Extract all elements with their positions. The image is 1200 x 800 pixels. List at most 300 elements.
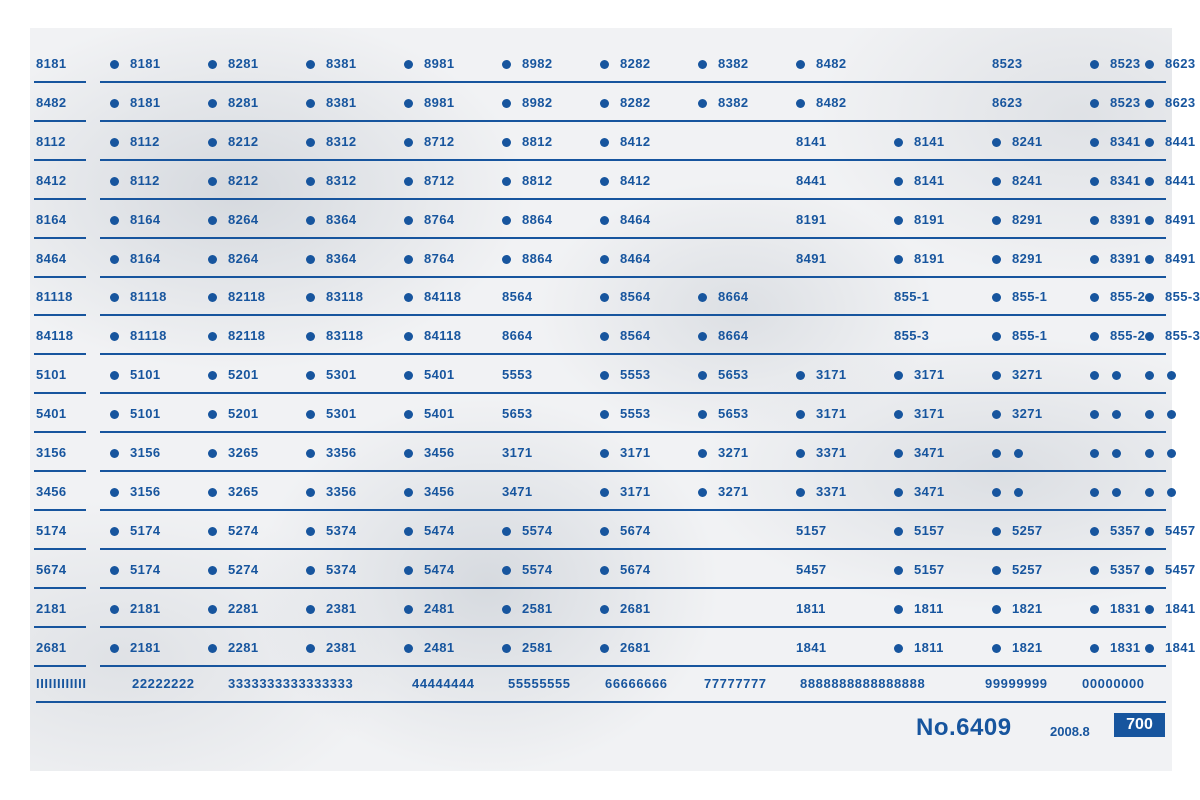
row-underline [100, 665, 1166, 667]
decal-number: 81118 [36, 289, 73, 305]
dot-marker [404, 255, 413, 264]
dot-marker [894, 527, 903, 536]
dot-marker [110, 410, 119, 419]
row-underline [100, 470, 1166, 472]
dot-marker [404, 410, 413, 419]
dot-marker [404, 527, 413, 536]
dot-marker [208, 60, 217, 69]
dot-marker [306, 566, 315, 575]
digit-group-7: 77777777 [704, 676, 767, 691]
decal-number: 8491 [1165, 250, 1196, 266]
dot-marker [992, 527, 1001, 536]
decal-number: 8864 [522, 211, 553, 227]
dot-marker [306, 371, 315, 380]
decal-number: 8464 [620, 211, 651, 227]
decal-number: 8112 [130, 172, 160, 188]
decal-number: 8382 [718, 94, 749, 110]
decal-number: 8191 [796, 211, 827, 227]
decal-number: 1831 [1110, 600, 1141, 616]
decal-number: 8364 [326, 250, 357, 266]
decal-number: 8982 [522, 94, 553, 110]
dot-marker [698, 60, 707, 69]
decal-number: 3171 [502, 445, 533, 460]
dot-marker [894, 410, 903, 419]
row-underline [100, 509, 1166, 511]
decal-number: 8523 [992, 56, 1023, 71]
dot-marker [698, 332, 707, 341]
dot-marker [992, 138, 1001, 147]
decal-number: 8412 [36, 172, 67, 188]
dot-marker [404, 216, 413, 225]
dot-marker [208, 371, 217, 380]
decal-number: 3171 [816, 367, 847, 383]
decal-row [30, 243, 1196, 282]
decal-number: 3456 [424, 445, 455, 460]
dot-marker [992, 605, 1001, 614]
decal-number: 8564 [620, 328, 651, 344]
decal-number: 84118 [424, 289, 462, 305]
decal-number: 5457 [1165, 561, 1196, 577]
decal-number: 3156 [36, 445, 67, 460]
dot-marker [992, 332, 1001, 341]
dot-marker [1090, 566, 1099, 575]
dot-marker [110, 527, 119, 536]
dot-marker [1090, 216, 1099, 225]
dot-marker [1145, 177, 1154, 186]
dot-marker [1090, 449, 1099, 458]
decal-number: 3271 [1012, 367, 1043, 383]
dot-marker [110, 449, 119, 458]
decal-row [30, 204, 1196, 243]
decal-number: 8623 [1165, 56, 1196, 71]
decal-number: 5474 [424, 522, 455, 538]
row-underline [100, 276, 1166, 278]
dot-marker [110, 216, 119, 225]
dot-marker [992, 177, 1001, 186]
dot-marker [110, 138, 119, 147]
dot-marker [306, 216, 315, 225]
dot-marker [600, 449, 609, 458]
decal-number: 5374 [326, 561, 357, 577]
dot-marker [1090, 488, 1099, 497]
dot-marker [698, 410, 707, 419]
dot-marker [208, 138, 217, 147]
dot-marker [306, 138, 315, 147]
decal-row [30, 476, 1172, 515]
dot-marker [1014, 488, 1023, 497]
decal-number: 8312 [326, 172, 357, 188]
price-badge: 700 [1114, 713, 1165, 737]
dot-marker [110, 177, 119, 186]
decal-number: 5174 [130, 561, 161, 577]
decal-row [30, 398, 1172, 437]
dot-marker [1145, 216, 1154, 225]
row-underline [100, 392, 1166, 394]
dot-marker [110, 566, 119, 575]
dot-marker [110, 255, 119, 264]
row-underline [100, 431, 1166, 433]
digit-group-9: 99999999 [985, 676, 1048, 691]
decal-number: 3171 [620, 445, 651, 460]
dot-marker [796, 488, 805, 497]
decal-number: 5101 [130, 367, 161, 383]
decal-number: 8981 [424, 56, 455, 71]
digit-group-6: 66666666 [605, 676, 668, 691]
dot-marker [600, 410, 609, 419]
decal-number: 8381 [326, 56, 357, 71]
dot-marker [894, 605, 903, 614]
dot-marker [698, 371, 707, 380]
dot-marker [1090, 410, 1099, 419]
decal-number: 855-3 [1165, 289, 1200, 305]
dot-marker [1167, 410, 1176, 419]
decal-number: 8364 [326, 211, 357, 227]
decal-number: 8281 [228, 94, 259, 110]
dot-marker [1090, 255, 1099, 264]
decal-number: 2381 [326, 600, 357, 616]
digit-group-3: 3333333333333333 [228, 676, 354, 691]
dot-marker [1145, 527, 1154, 536]
decal-number: 2581 [522, 600, 553, 616]
dot-marker [1145, 410, 1154, 419]
dot-marker [796, 99, 805, 108]
dot-marker [600, 255, 609, 264]
decal-number: 5257 [1012, 522, 1043, 538]
dot-marker [208, 255, 217, 264]
row-underline [100, 237, 1166, 239]
dot-marker [404, 293, 413, 302]
decal-number: 5301 [326, 406, 357, 422]
dot-marker [894, 488, 903, 497]
dot-marker [600, 644, 609, 653]
dot-marker [600, 332, 609, 341]
decal-number: 8491 [1165, 211, 1196, 227]
decal-number: 5157 [796, 522, 827, 538]
decal-number: 8764 [424, 211, 455, 227]
decal-row [30, 437, 1172, 476]
dot-marker [1090, 177, 1099, 186]
decal-number: 5174 [130, 522, 161, 538]
decal-row [30, 515, 1196, 554]
decal-number: 8391 [1110, 250, 1141, 266]
label-underline [34, 470, 86, 472]
row-underline [100, 198, 1166, 200]
decal-number: 83118 [326, 289, 364, 305]
dot-marker [1145, 449, 1154, 458]
decal-number: 2581 [522, 639, 553, 655]
label-underline [34, 548, 86, 550]
decal-number: 8212 [228, 133, 259, 149]
dot-marker [600, 293, 609, 302]
decal-number: 8112 [130, 133, 160, 149]
decal-number: 8181 [36, 56, 67, 71]
decal-number: 8482 [816, 56, 847, 71]
dot-marker [110, 605, 119, 614]
decal-number: 855-1 [1012, 328, 1048, 344]
decal-number: 1841 [1165, 600, 1196, 616]
decal-number: 3265 [228, 483, 259, 499]
dot-marker [1112, 488, 1121, 497]
decal-number: 8141 [914, 172, 945, 188]
label-underline [34, 120, 86, 122]
decal-number: 2381 [326, 639, 357, 655]
label-underline [34, 587, 86, 589]
decal-number: 5174 [36, 522, 67, 538]
decal-number: 8164 [130, 250, 161, 266]
decal-number: 855-2 [1110, 289, 1146, 305]
digit-group-1: IIIIIIIIIIII [36, 676, 87, 691]
dot-marker [306, 60, 315, 69]
decal-number: 8664 [718, 289, 749, 305]
decal-number: 855-2 [1110, 328, 1146, 344]
dot-marker [110, 332, 119, 341]
catalog-number: No.6409 [916, 714, 1012, 741]
dot-marker [404, 566, 413, 575]
decal-number: 8381 [326, 94, 357, 110]
decal-number: 2481 [424, 639, 455, 655]
decal-number: 8812 [522, 133, 553, 149]
dot-marker [502, 177, 511, 186]
decal-number: 8412 [620, 172, 651, 188]
decal-number: 5457 [796, 561, 827, 577]
decal-number: 8712 [424, 172, 455, 188]
decal-number: 2281 [228, 600, 259, 616]
dot-marker [404, 488, 413, 497]
dot-marker [1167, 371, 1176, 380]
decal-row [30, 165, 1196, 204]
decal-number: 855-1 [894, 289, 930, 305]
decal-number: 5553 [620, 367, 651, 383]
decal-number: 855-1 [1012, 289, 1048, 305]
dot-marker [600, 99, 609, 108]
decal-number: 3356 [326, 445, 357, 460]
dot-marker [110, 371, 119, 380]
decal-number: 3371 [816, 445, 847, 460]
decal-number: 8341 [1110, 133, 1141, 149]
dot-marker [1090, 293, 1099, 302]
decal-number: 1811 [914, 639, 944, 655]
decal-number: 3371 [816, 483, 847, 499]
decal-number: 8812 [522, 172, 553, 188]
dot-marker [1167, 449, 1176, 458]
dot-marker [110, 60, 119, 69]
decal-number: 5257 [1012, 561, 1043, 577]
decal-number: 8564 [502, 289, 533, 305]
dot-marker [306, 255, 315, 264]
decal-number: 2181 [130, 639, 161, 655]
dot-marker [404, 644, 413, 653]
decal-number: 5401 [36, 406, 67, 422]
dot-marker [110, 644, 119, 653]
dot-marker [502, 527, 511, 536]
decal-number: 8181 [130, 56, 161, 71]
digits-underline [36, 701, 1166, 703]
dot-marker [1145, 138, 1154, 147]
dot-marker [404, 60, 413, 69]
decal-number: 3265 [228, 445, 259, 460]
decal-number: 1821 [1012, 639, 1043, 655]
dot-marker [1145, 293, 1154, 302]
dot-marker [208, 449, 217, 458]
dot-marker [1145, 488, 1154, 497]
decal-number: 5401 [424, 406, 455, 422]
dot-marker [306, 332, 315, 341]
dot-marker [208, 605, 217, 614]
decal-number: 8564 [620, 289, 651, 305]
label-underline [34, 626, 86, 628]
decal-number: 8864 [522, 250, 553, 266]
decal-number: 1831 [1110, 639, 1141, 655]
dot-marker [992, 371, 1001, 380]
label-underline [34, 665, 86, 667]
decal-number: 5374 [326, 522, 357, 538]
decal-number: 5157 [914, 561, 945, 577]
decal-number: 3456 [424, 483, 455, 499]
dot-marker [600, 566, 609, 575]
decal-number: 3171 [816, 406, 847, 422]
decal-number: 8382 [718, 56, 749, 71]
dot-marker [600, 527, 609, 536]
decal-number: 8141 [914, 133, 945, 149]
decal-number: 8664 [502, 328, 533, 344]
decal-number: 8291 [1012, 211, 1043, 227]
decal-number: 2681 [620, 600, 651, 616]
dot-marker [502, 99, 511, 108]
decal-number: 8664 [718, 328, 749, 344]
decal-number: 5357 [1110, 561, 1141, 577]
dot-marker [992, 216, 1001, 225]
label-underline [34, 314, 86, 316]
dot-marker [208, 566, 217, 575]
decal-row [30, 359, 1172, 398]
dot-marker [502, 216, 511, 225]
label-underline [34, 237, 86, 239]
dot-marker [208, 332, 217, 341]
dot-marker [404, 332, 413, 341]
decal-number: 2681 [36, 639, 67, 655]
dot-marker [502, 138, 511, 147]
dot-marker [208, 177, 217, 186]
number-rows [30, 28, 1200, 771]
decal-number: 5674 [620, 561, 651, 577]
dot-marker [698, 293, 707, 302]
decal-number: 2481 [424, 600, 455, 616]
decal-number: 8281 [228, 56, 259, 71]
dot-marker [1090, 138, 1099, 147]
decal-number: 8212 [228, 172, 259, 188]
decal-number: 5574 [522, 522, 553, 538]
decal-number: 8982 [522, 56, 553, 71]
dot-marker [404, 138, 413, 147]
label-underline [34, 159, 86, 161]
dot-marker [110, 488, 119, 497]
digit-group-10: 00000000 [1082, 676, 1145, 691]
decal-number: 5101 [130, 406, 161, 422]
dot-marker [1112, 449, 1121, 458]
dot-marker [208, 488, 217, 497]
decal-number: 8264 [228, 211, 259, 227]
decal-number: 8282 [620, 94, 651, 110]
decal-number: 8112 [36, 133, 66, 149]
dot-marker [502, 566, 511, 575]
decal-number: 8464 [36, 250, 67, 266]
decal-number: 855-3 [894, 328, 930, 344]
dot-marker [208, 293, 217, 302]
decal-row [30, 554, 1196, 593]
decal-number: 8264 [228, 250, 259, 266]
dot-marker [1090, 527, 1099, 536]
dot-marker [600, 138, 609, 147]
row-underline [100, 159, 1166, 161]
dot-marker [992, 488, 1001, 497]
decal-row [30, 126, 1196, 165]
decal-number: 8523 [1110, 94, 1141, 110]
issue-date: 2008.8 [1050, 724, 1090, 739]
decal-number: 8312 [326, 133, 357, 149]
dot-marker [1112, 371, 1121, 380]
dot-marker [110, 293, 119, 302]
dot-marker [796, 60, 805, 69]
decal-number: 5457 [1165, 522, 1196, 538]
dot-marker [1014, 449, 1023, 458]
decal-number: 5653 [718, 367, 749, 383]
dot-marker [698, 449, 707, 458]
decal-number: 3171 [914, 406, 945, 422]
dot-marker [404, 177, 413, 186]
decal-number: 8441 [1165, 172, 1196, 188]
decal-number: 84118 [424, 328, 462, 344]
dot-marker [1090, 60, 1099, 69]
decal-number: 8482 [36, 94, 67, 110]
decal-number: 8241 [1012, 172, 1043, 188]
dot-marker [306, 99, 315, 108]
decal-number: 3171 [620, 483, 651, 499]
decal-number: 5357 [1110, 522, 1141, 538]
dot-marker [404, 605, 413, 614]
decal-number: 84118 [36, 328, 74, 344]
decal-number: 5274 [228, 561, 259, 577]
dot-marker [306, 605, 315, 614]
decal-number: 5274 [228, 522, 259, 538]
dot-marker [502, 60, 511, 69]
decal-number: 8164 [36, 211, 67, 227]
dot-marker [894, 644, 903, 653]
dot-marker [208, 99, 217, 108]
decal-number: 82118 [228, 289, 266, 305]
label-underline [34, 198, 86, 200]
dot-marker [1090, 644, 1099, 653]
row-underline [100, 626, 1166, 628]
decal-number: 8181 [130, 94, 161, 110]
dot-marker [1145, 371, 1154, 380]
row-underline [100, 587, 1166, 589]
decal-number: 5101 [36, 367, 67, 383]
decal-row [30, 632, 1196, 671]
dot-marker [698, 99, 707, 108]
digit-group-4: 44444444 [412, 676, 475, 691]
decal-number: 8341 [1110, 172, 1141, 188]
dot-marker [1145, 60, 1154, 69]
decal-number: 8291 [1012, 250, 1043, 266]
label-underline [34, 81, 86, 83]
decal-number: 82118 [228, 328, 266, 344]
label-underline [34, 392, 86, 394]
dot-marker [894, 255, 903, 264]
decal-number: 8491 [796, 250, 827, 266]
dot-marker [796, 449, 805, 458]
decal-number: 3471 [914, 445, 945, 460]
dot-marker [1145, 566, 1154, 575]
